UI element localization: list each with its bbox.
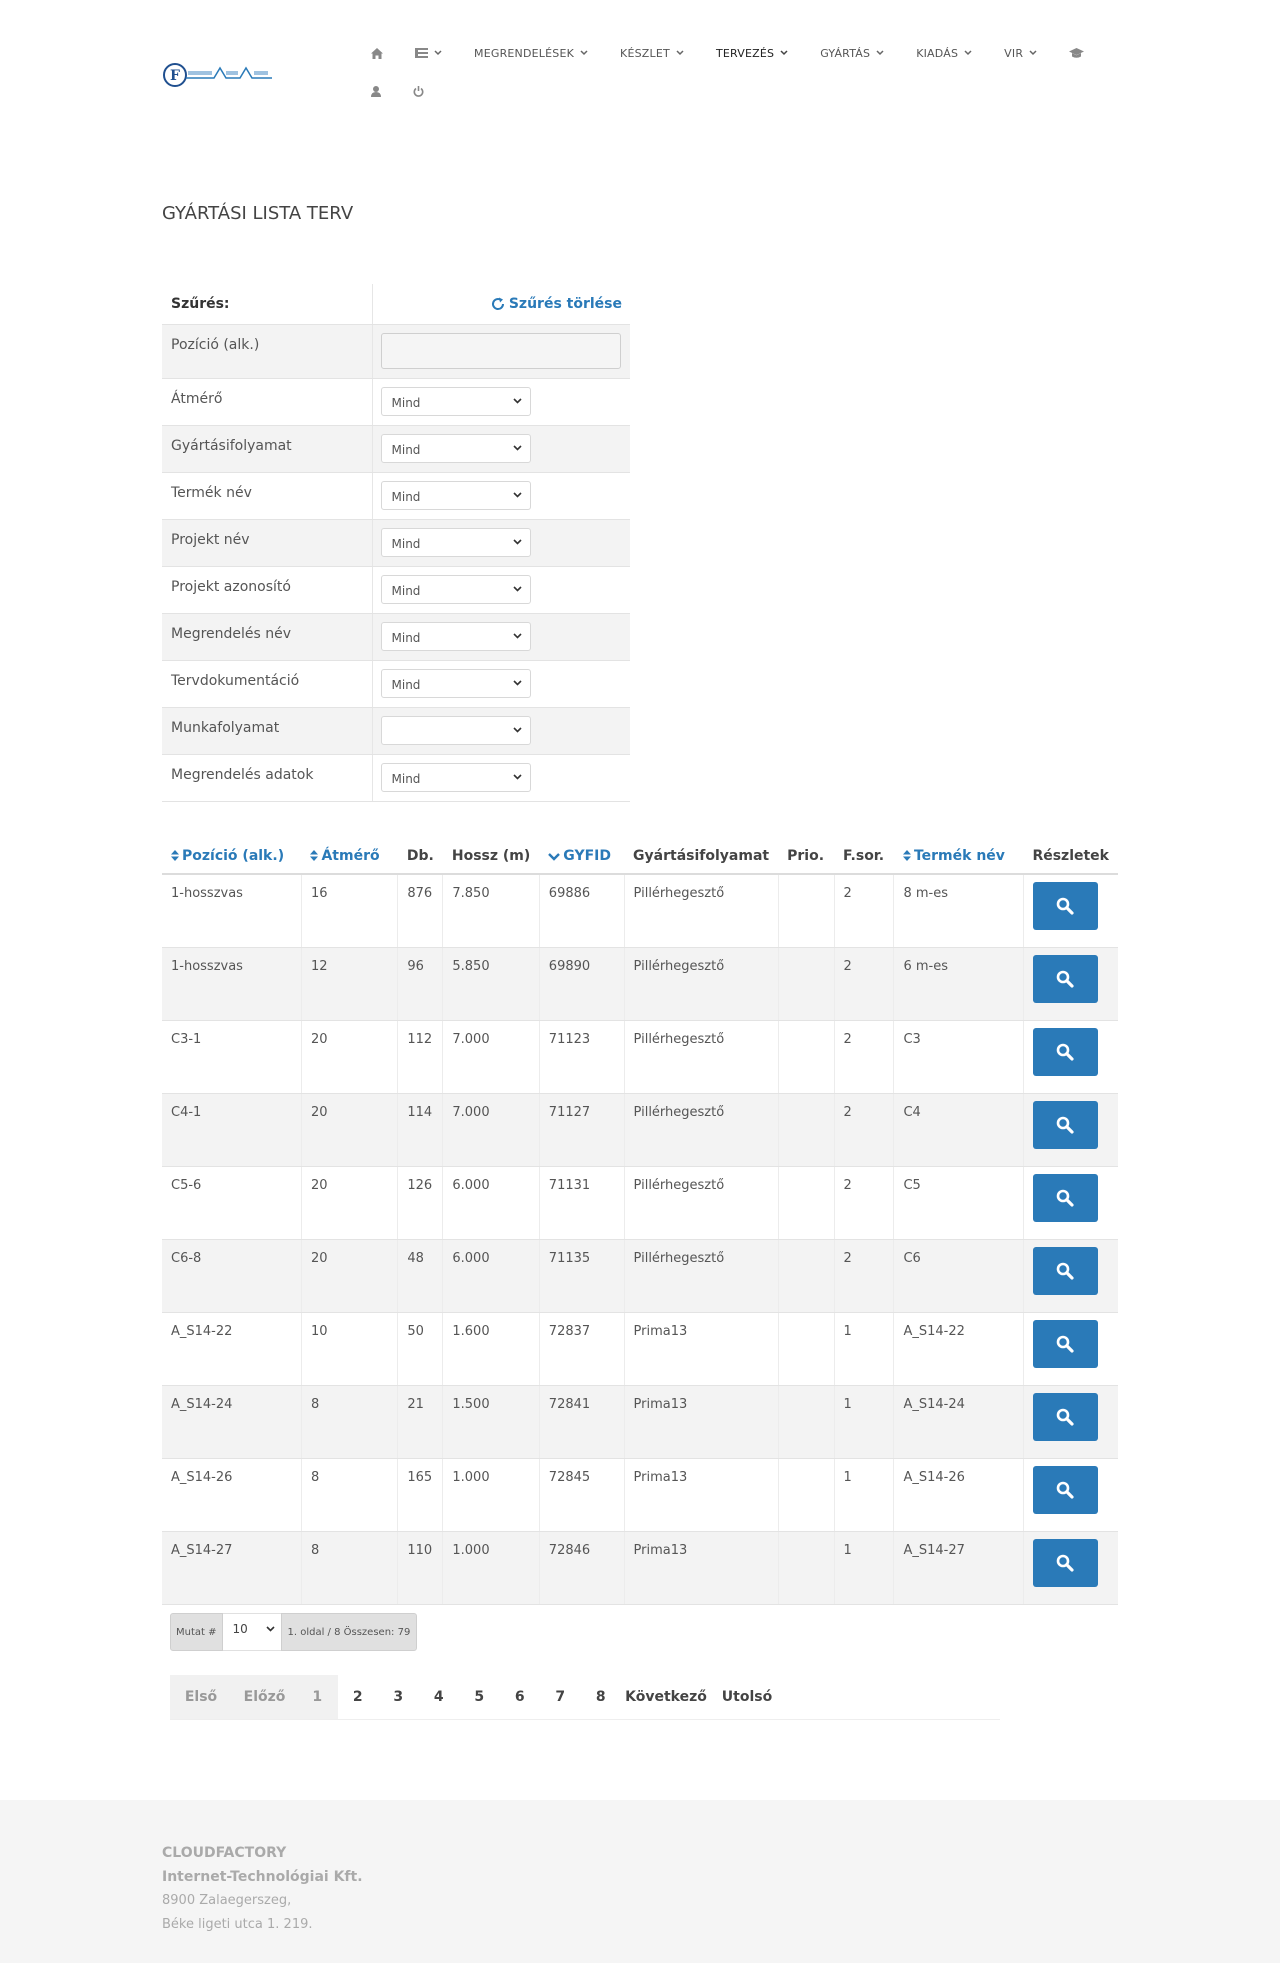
sort-icon xyxy=(171,850,179,861)
order-data-select[interactable] xyxy=(381,763,531,792)
cell-diameter: 10 xyxy=(301,1312,397,1385)
cell-priority xyxy=(778,1385,834,1458)
cell-sequence: 1 xyxy=(834,1531,894,1604)
cell-length: 5.850 xyxy=(443,947,539,1020)
nav-user[interactable] xyxy=(355,86,397,97)
cell-details xyxy=(1023,1166,1118,1239)
cell-diameter: 8 xyxy=(301,1458,397,1531)
column-header-process: Gyártásifolyamat xyxy=(624,838,778,874)
chevron-down-icon xyxy=(513,492,522,498)
cell-position: 1-hosszvas xyxy=(162,947,301,1020)
cell-position: A_S14-22 xyxy=(162,1312,301,1385)
column-header-product-name[interactable] xyxy=(894,838,1023,874)
cell-position: C4-1 xyxy=(162,1093,301,1166)
chevron-down-icon xyxy=(513,774,522,780)
cell-details xyxy=(1023,1385,1118,1458)
order-name-select[interactable] xyxy=(381,622,531,651)
nav-label: MEGRENDELÉSEK xyxy=(474,46,575,60)
search-icon xyxy=(1056,1116,1074,1134)
search-icon xyxy=(1056,1189,1074,1207)
chevron-down-icon xyxy=(548,853,560,861)
cell-count: 21 xyxy=(398,1385,443,1458)
nav-home[interactable] xyxy=(355,48,399,59)
page-title: GYÁRTÁSI LISTA TERV xyxy=(162,203,354,224)
page-info: 1. oldal / 8 Összesen: 79 xyxy=(281,1613,418,1651)
nav-tervezes[interactable] xyxy=(700,47,804,60)
cell-priority xyxy=(778,1093,834,1166)
footer-city: 8900 Zalaegerszeg, xyxy=(162,1893,292,1908)
column-header-details: Részletek xyxy=(1023,838,1118,874)
cell-count: 96 xyxy=(398,947,443,1020)
cell-count: 114 xyxy=(398,1093,443,1166)
cell-product-name: C3 xyxy=(894,1020,1023,1093)
pagination-next[interactable]: Következő xyxy=(625,1689,707,1705)
cell-priority xyxy=(778,1312,834,1385)
cell-product-name: C4 xyxy=(894,1093,1023,1166)
chevron-down-icon xyxy=(434,50,442,56)
column-header-diameter[interactable] xyxy=(301,838,397,874)
details-button[interactable] xyxy=(1033,1028,1098,1076)
pagination-page-5[interactable]: 5 xyxy=(474,1689,485,1705)
table-row xyxy=(162,1166,1118,1239)
cell-priority xyxy=(778,1458,834,1531)
cell-position: A_S14-26 xyxy=(162,1458,301,1531)
nav-megrendelesek[interactable] xyxy=(458,47,604,60)
chevron-down-icon xyxy=(780,50,788,56)
details-button[interactable] xyxy=(1033,1539,1098,1587)
footer-street: Béke ligeti utca 1. 219. xyxy=(162,1917,313,1932)
pagination-page-8[interactable]: 8 xyxy=(595,1689,606,1705)
page-size-label: Mutat # xyxy=(170,1613,223,1651)
cell-length: 6.000 xyxy=(443,1239,539,1312)
cell-process: Prima13 xyxy=(624,1458,778,1531)
cell-priority xyxy=(778,1531,834,1604)
filter-label: Projekt név xyxy=(162,519,372,566)
workflow-select[interactable] xyxy=(381,716,531,745)
cell-diameter: 12 xyxy=(301,947,397,1020)
cell-process: Prima13 xyxy=(624,1312,778,1385)
details-button[interactable] xyxy=(1033,1466,1098,1514)
page-size-select[interactable] xyxy=(223,1613,281,1651)
column-header-gyfid[interactable] xyxy=(539,838,624,874)
filter-label: Gyártásifolyamat xyxy=(162,425,372,472)
select-value: Mind xyxy=(391,395,421,410)
production-list-table xyxy=(162,838,1118,1605)
cell-process: Pillérhegesztő xyxy=(624,1166,778,1239)
company-logo[interactable] xyxy=(162,60,274,90)
list-icon xyxy=(415,48,428,58)
design-doc-select[interactable] xyxy=(381,669,531,698)
select-value: Mind xyxy=(391,677,421,692)
cell-gyfid: 72837 xyxy=(539,1312,624,1385)
cell-process: Pillérhegesztő xyxy=(624,874,778,947)
select-value: Mind xyxy=(391,489,421,504)
filter-label: Pozíció (alk.) xyxy=(162,324,372,378)
cell-count: 50 xyxy=(398,1312,443,1385)
cell-priority xyxy=(778,1239,834,1312)
chevron-down-icon xyxy=(513,445,522,451)
cell-position: C6-8 xyxy=(162,1239,301,1312)
column-label: Átmérő xyxy=(321,847,380,864)
pagination-page-2[interactable]: 2 xyxy=(352,1689,363,1705)
cell-count: 165 xyxy=(398,1458,443,1531)
project-id-select[interactable] xyxy=(381,575,531,604)
pagination-prev[interactable]: Előző xyxy=(232,1675,297,1719)
filter-label: Megrendelés név xyxy=(162,613,372,660)
cell-details xyxy=(1023,947,1118,1020)
cell-gyfid: 72841 xyxy=(539,1385,624,1458)
cell-product-name: 6 m-es xyxy=(894,947,1023,1020)
cell-process: Pillérhegesztő xyxy=(624,1093,778,1166)
table-row xyxy=(162,874,1118,947)
user-nav xyxy=(355,76,440,106)
project-name-select[interactable] xyxy=(381,528,531,557)
chevron-down-icon xyxy=(513,398,522,404)
position-filter-input[interactable] xyxy=(381,333,621,369)
chevron-down-icon xyxy=(964,50,972,56)
cell-priority xyxy=(778,874,834,947)
nav-vir[interactable] xyxy=(988,47,1053,60)
cell-sequence: 2 xyxy=(834,874,894,947)
table-row xyxy=(162,1531,1118,1604)
sort-icon xyxy=(903,850,911,861)
cell-priority xyxy=(778,947,834,1020)
nav-training[interactable] xyxy=(1053,48,1100,59)
chevron-down-icon xyxy=(580,50,588,56)
home-icon xyxy=(371,48,383,59)
cell-length: 1.000 xyxy=(443,1458,539,1531)
details-button[interactable] xyxy=(1033,1101,1098,1149)
pagination-page-6[interactable]: 6 xyxy=(514,1689,525,1705)
cell-product-name: A_S14-24 xyxy=(894,1385,1023,1458)
cell-details xyxy=(1023,1020,1118,1093)
diameter-select[interactable] xyxy=(381,387,531,416)
chevron-down-icon xyxy=(513,727,522,733)
cell-priority xyxy=(778,1020,834,1093)
graduation-cap-icon xyxy=(1069,48,1084,59)
chevron-down-icon xyxy=(266,1626,275,1632)
cell-gyfid: 69886 xyxy=(539,874,624,947)
refresh-icon xyxy=(491,297,505,311)
cell-count: 126 xyxy=(398,1166,443,1239)
page-size-control xyxy=(170,1613,417,1651)
cell-product-name: A_S14-22 xyxy=(894,1312,1023,1385)
cell-length: 7.000 xyxy=(443,1093,539,1166)
cell-sequence: 2 xyxy=(834,1166,894,1239)
select-value: Mind xyxy=(391,442,421,457)
footer xyxy=(0,1800,1280,1963)
cell-gyfid: 71131 xyxy=(539,1166,624,1239)
search-icon xyxy=(1056,1408,1074,1426)
nav-label: KIADÁS xyxy=(916,46,959,60)
cell-details xyxy=(1023,1458,1118,1531)
cell-gyfid: 69890 xyxy=(539,947,624,1020)
cell-position: A_S14-27 xyxy=(162,1531,301,1604)
pagination-first[interactable]: Első xyxy=(170,1675,232,1719)
chevron-down-icon xyxy=(676,50,684,56)
cell-length: 6.000 xyxy=(443,1166,539,1239)
cell-position: 1-hosszvas xyxy=(162,874,301,947)
footer-company-name: Internet-Technológiai Kft. xyxy=(162,1869,363,1885)
nav-keszlet[interactable] xyxy=(604,47,700,60)
user-icon xyxy=(371,86,381,97)
search-icon xyxy=(1056,1262,1074,1280)
table-row xyxy=(162,1239,1118,1312)
cell-gyfid: 71135 xyxy=(539,1239,624,1312)
column-header-count: Db. xyxy=(398,838,443,874)
cell-sequence: 2 xyxy=(834,947,894,1020)
cell-length: 7.000 xyxy=(443,1020,539,1093)
filter-label: Tervdokumentáció xyxy=(162,660,372,707)
filter-label: Projekt azonosító xyxy=(162,566,372,613)
power-icon xyxy=(413,86,424,97)
cell-diameter: 8 xyxy=(301,1385,397,1458)
nav-gyartas[interactable] xyxy=(804,47,900,60)
search-icon xyxy=(1056,970,1074,988)
nav-list-menu[interactable] xyxy=(399,48,458,58)
select-value: Mind xyxy=(391,771,421,786)
column-label: GYFID xyxy=(563,847,612,864)
details-button[interactable] xyxy=(1033,955,1098,1003)
cell-count: 876 xyxy=(398,874,443,947)
cell-details xyxy=(1023,1239,1118,1312)
filter-label: Megrendelés adatok xyxy=(162,754,372,801)
search-icon xyxy=(1056,897,1074,915)
cell-diameter: 20 xyxy=(301,1166,397,1239)
nav-label: GYÁRTÁS xyxy=(820,46,871,60)
pagination-page-7[interactable]: 7 xyxy=(555,1689,566,1705)
details-button[interactable] xyxy=(1033,1320,1098,1368)
cell-sequence: 2 xyxy=(834,1020,894,1093)
filter-label: Munkafolyamat xyxy=(162,707,372,754)
filter-header-label: Szűrés: xyxy=(162,284,372,324)
cell-length: 7.850 xyxy=(443,874,539,947)
table-row xyxy=(162,1093,1118,1166)
chevron-down-icon xyxy=(513,680,522,686)
chevron-down-icon xyxy=(1029,50,1037,56)
nav-kiadas[interactable] xyxy=(900,47,988,60)
cell-gyfid: 72846 xyxy=(539,1531,624,1604)
clear-filter-link[interactable] xyxy=(491,296,622,312)
main-nav xyxy=(355,38,1100,68)
cell-process: Pillérhegesztő xyxy=(624,1239,778,1312)
cell-count: 110 xyxy=(398,1531,443,1604)
product-name-select[interactable] xyxy=(381,481,531,510)
cell-process: Pillérhegesztő xyxy=(624,1020,778,1093)
cell-details xyxy=(1023,1093,1118,1166)
table-row xyxy=(162,1458,1118,1531)
details-button[interactable] xyxy=(1033,882,1098,930)
cell-position: C5-6 xyxy=(162,1166,301,1239)
cell-sequence: 1 xyxy=(834,1312,894,1385)
cell-gyfid: 71127 xyxy=(539,1093,624,1166)
details-button[interactable] xyxy=(1033,1393,1098,1441)
pagination-page-4[interactable]: 4 xyxy=(433,1689,444,1705)
cell-process: Prima13 xyxy=(624,1385,778,1458)
column-label: Termék név xyxy=(913,847,1005,864)
cell-diameter: 8 xyxy=(301,1531,397,1604)
cell-sequence: 2 xyxy=(834,1239,894,1312)
table-row xyxy=(162,1312,1118,1385)
process-select[interactable] xyxy=(381,434,531,463)
chevron-down-icon xyxy=(876,50,884,56)
nav-label: VIR xyxy=(1004,46,1024,60)
search-icon xyxy=(1056,1335,1074,1353)
cell-gyfid: 72845 xyxy=(539,1458,624,1531)
chevron-down-icon xyxy=(513,539,522,545)
svg-text:F: F xyxy=(170,68,180,84)
cell-length: 1.000 xyxy=(443,1531,539,1604)
cell-product-name: A_S14-27 xyxy=(894,1531,1023,1604)
cell-product-name: A_S14-26 xyxy=(894,1458,1023,1531)
cell-priority xyxy=(778,1166,834,1239)
column-header-priority: Prio. xyxy=(778,838,834,874)
chevron-down-icon xyxy=(513,586,522,592)
select-value: Mind xyxy=(391,536,421,551)
cell-product-name: C6 xyxy=(894,1239,1023,1312)
column-header-sequence: F.sor. xyxy=(834,838,894,874)
sort-icon xyxy=(310,850,318,861)
search-icon xyxy=(1056,1554,1074,1572)
chevron-down-icon xyxy=(513,633,522,639)
table-row xyxy=(162,1385,1118,1458)
filter-table xyxy=(162,284,630,802)
filter-label: Átmérő xyxy=(162,378,372,425)
cell-product-name: 8 m-es xyxy=(894,874,1023,947)
cell-length: 1.600 xyxy=(443,1312,539,1385)
cell-diameter: 20 xyxy=(301,1020,397,1093)
cell-details xyxy=(1023,1312,1118,1385)
cell-count: 112 xyxy=(398,1020,443,1093)
search-icon xyxy=(1056,1481,1074,1499)
clear-filter-label: Szűrés törlése xyxy=(508,296,622,312)
pagination-last[interactable]: Utolsó xyxy=(721,1689,773,1705)
nav-label: KÉSZLET xyxy=(620,46,670,60)
cell-gyfid: 71123 xyxy=(539,1020,624,1093)
details-button[interactable] xyxy=(1033,1174,1098,1222)
cell-diameter: 20 xyxy=(301,1093,397,1166)
cell-count: 48 xyxy=(398,1239,443,1312)
pagination-page-1[interactable]: 1 xyxy=(297,1675,338,1719)
pagination xyxy=(170,1675,1000,1720)
select-value: Mind xyxy=(391,630,421,645)
column-header-position[interactable] xyxy=(162,838,301,874)
select-value: Mind xyxy=(391,583,421,598)
cell-sequence: 1 xyxy=(834,1458,894,1531)
cell-diameter: 16 xyxy=(301,874,397,947)
column-header-length: Hossz (m) xyxy=(443,838,539,874)
column-label: Pozíció (alk.) xyxy=(182,847,285,864)
table-row xyxy=(162,1020,1118,1093)
cell-process: Pillérhegesztő xyxy=(624,947,778,1020)
cell-position: A_S14-24 xyxy=(162,1385,301,1458)
cell-details xyxy=(1023,874,1118,947)
filter-label: Termék név xyxy=(162,472,372,519)
cell-sequence: 1 xyxy=(834,1385,894,1458)
cell-details xyxy=(1023,1531,1118,1604)
pagination-page-3[interactable]: 3 xyxy=(393,1689,404,1705)
table-row xyxy=(162,947,1118,1020)
search-icon xyxy=(1056,1043,1074,1061)
footer-company: CLOUDFACTORY xyxy=(162,1845,287,1861)
cell-length: 1.500 xyxy=(443,1385,539,1458)
cell-position: C3-1 xyxy=(162,1020,301,1093)
details-button[interactable] xyxy=(1033,1247,1098,1295)
nav-label: TERVEZÉS xyxy=(715,46,775,60)
cell-process: Prima13 xyxy=(624,1531,778,1604)
cell-sequence: 2 xyxy=(834,1093,894,1166)
cell-diameter: 20 xyxy=(301,1239,397,1312)
page-size-value: 10 xyxy=(232,1622,248,1636)
cell-product-name: C5 xyxy=(894,1166,1023,1239)
nav-logout[interactable] xyxy=(397,86,440,97)
